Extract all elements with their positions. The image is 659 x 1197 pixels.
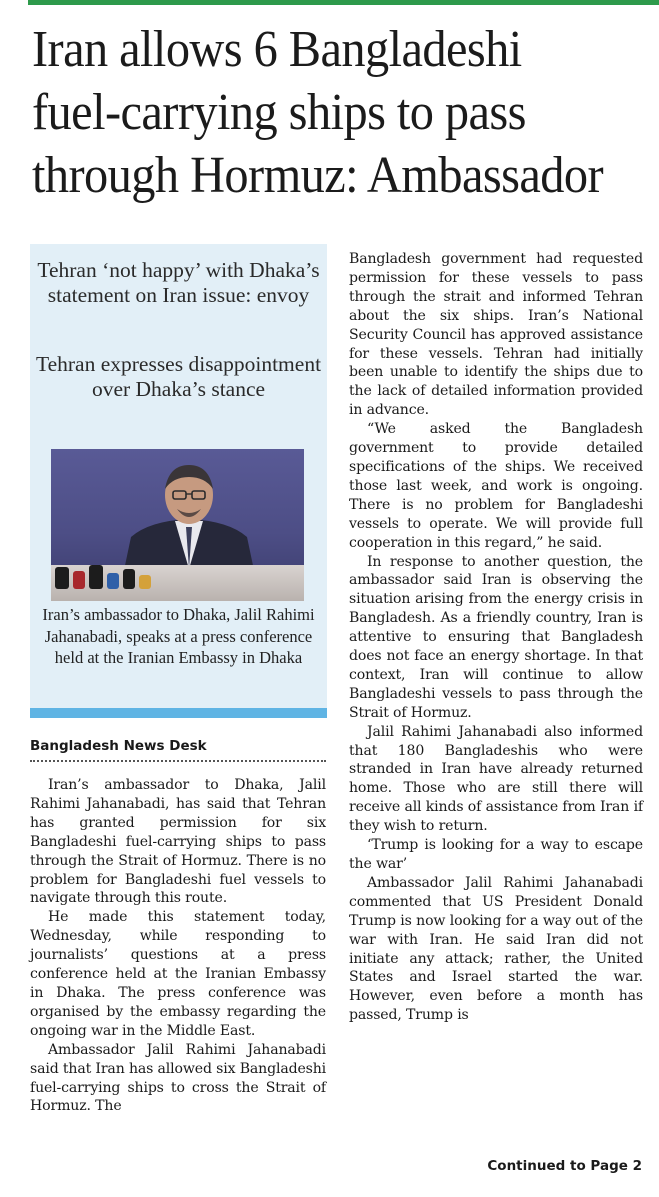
body-paragraph: He made this statement today, Wednesday, while responding to journalists’ questions at a press conference held at the Iranian Embassy in Dhaka. The press conference was organised by the embassy regarding the ongoing war in the Middle East. — [30, 909, 326, 1039]
ambassador-photo — [51, 449, 304, 601]
sidebar-blurb-1[interactable]: Tehran ‘not happy’ with Dhaka’s statement on Iran issue: envoy — [37, 258, 320, 307]
body-column-right — [349, 250, 643, 1025]
byline: Bangladesh News Desk — [30, 738, 326, 762]
sidebar-bottom-bar — [30, 708, 327, 718]
body-paragraph: In response to another question, the ambassador said Iran is observing the situation arising from the energy crisis in Bangladesh. As a friendly country, Iran is attentive to ensuring that Bangladesh does not face an energy shortage. In that context, Iran will continue to allow Bangladeshi vessels to pass through the Strait of Hormuz. — [349, 553, 643, 721]
body-paragraph: “We asked the Bangladesh government to provide detailed specifications of the ships. We received those last week, and work is ongoing. There is no problem for Bangladeshi vessels to operate. We will provide full cooperation in this regard,” he said. — [349, 421, 643, 551]
photo-caption: Iran’s ambassador to Dhaka, Jalil Rahimi Jahanabadi, speaks at a press conference held at the Iranian Embassy in Dhaka — [42, 605, 315, 667]
continued-to-page-link[interactable]: Continued to Page 2 — [487, 1158, 642, 1174]
body-paragraph: Ambassador Jalil Rahimi Jahanabadi commented that US President Donald Trump is now looking for a way out of the war with Iran. He said Iran did not initiate any attack; rather, the United States and Israel started the war. However, even before a month has passed, Trump is — [349, 874, 643, 1024]
subheading: ‘Trump is looking for a way to escape the war’ — [349, 837, 643, 872]
microphones-icon — [51, 563, 181, 593]
sidebar-box — [30, 244, 327, 718]
top-accent-rule — [28, 0, 659, 5]
body-column-left — [30, 776, 326, 1116]
sidebar-blurb-2[interactable]: Tehran expresses disappointment over Dhaka’s stance — [35, 352, 322, 401]
body-paragraph-continued: Bangladesh government had requested permission for these vessels to pass through the strait and informed Tehran about the six ships. Iran’s National Security Council has approved assistance for these vessels. Tehran had initially been unable to identify the ships due to the lack of detailed information provided in advance. — [349, 251, 643, 419]
body-paragraph: Ambassador Jalil Rahimi Jahanabadi said that Iran has allowed six Bangladeshi fuel-carrying ships to cross the Strait of Hormuz. The — [30, 1041, 327, 1115]
body-paragraph: Jalil Rahimi Jahanabadi also informed that 180 Bangladeshis who were stranded in Iran have already returned home. Those who are still there will receive all kinds of assistance from Iran if they wish to return. — [349, 723, 643, 835]
body-paragraph: Iran’s ambassador to Dhaka, Jalil Rahimi Jahanabadi, has said that Tehran has granted permission for six Bangladeshi fuel-carrying ships to pass through the Strait of Hormuz. There is no problem for Bangladeshi fuel vessels to navigate through this route. — [30, 777, 326, 907]
headline: Iran allows 6 Bangladeshi fuel-carrying ships to pass through Hormuz: Ambassador — [32, 21, 604, 204]
